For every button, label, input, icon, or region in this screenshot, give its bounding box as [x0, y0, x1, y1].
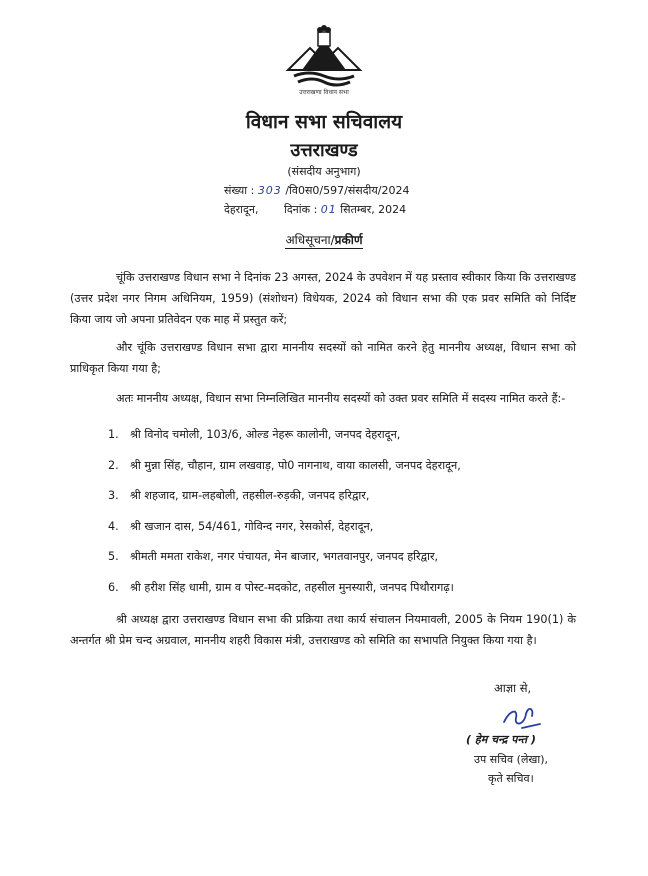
reference-number-line [224, 183, 409, 198]
member-list [108, 428, 461, 611]
list-item: 6. श्री हरीश सिंह धामी, ग्राम व पोस्ट-मदकोट, तहसील मुनस्यारी, जनपद पिथौरागढ़। [108, 580, 454, 594]
paragraph-4: श्री अध्यक्ष द्वारा उत्तराखण्ड विधान सभा की प्रक्रिया तथा कार्य संचालन नियमावली, 2005 के नियम 190(1) के अन्तर्गत श्री प्रेम चन्द अग्रवाल, माननीय शहरी विकास मंत्री, उत्तराखण्ड को समिति का सभापति नियुक्त किया गया है। [70, 613, 576, 648]
list-item: 1. श्री विनोद चमोली, 103/6, ओल्ड नेहरू कालोनी, जनपद देहरादून, [108, 428, 401, 441]
list-item: 4. श्री खजान दास, 54/461, गोविन्द नगर, रेसकोर्स, देहरादून, [108, 519, 374, 533]
paragraph-2: और चूंकि उत्तराखण्ड विधान सभा द्वारा माननीय सदस्यों को नामित करने हेतु माननीय अध्यक्ष, विधान सभा को प्राधिकृत किया गया है; [70, 341, 576, 376]
order-text: आज्ञा से, [494, 681, 532, 695]
signature-icon [496, 700, 546, 732]
list-item: 2. श्री मुन्ना सिंह, चौहान, ग्राम लखवाड़, पो0 नागनाथ, वाया कालसी, जनपद देहरादून, [108, 458, 461, 472]
handwritten-date: 01 [320, 203, 337, 216]
subject-heading [0, 231, 648, 248]
handwritten-number: 303 [257, 184, 282, 197]
date-label: दिनांक : [283, 203, 318, 216]
list-item: 5. श्रीमती ममता राकेश, नगर पंचायत, मेन बाजार, भगतवानपुर, जनपद हरिद्वार, [108, 550, 439, 563]
signatory-name: ( हेम चन्द्र पन्त ) [466, 733, 536, 746]
list-item: 3. श्री शहजाद, ग्राम-लहबोली, तहसील-रुड़की, जनपद हरिद्वार, [108, 489, 370, 502]
subject-part-2: प्रकीर्ण [334, 233, 363, 247]
reference-date-line [224, 202, 406, 217]
date-rest: सितम्बर, 2024 [340, 203, 407, 216]
emblem-caption: उत्तराखण्ड विधान सभा [299, 89, 349, 96]
paragraph-1: चूंकि उत्तराखण्ड विधान सभा ने दिनांक 23 अगस्त, 2024 के उपवेशन में यह प्रस्ताव स्वीकार किया कि उत्तराखण्ड (उत्तर प्रदेश नगर निगम अधिनियम, 1959) (संशोधन) विधेयक, 2024 को विधान सभा की एक प्रवर समिति को निर्दिष्ट किया जाय जो अपना प्रतिवेदन एक माह में प्रस्तुत करें; [70, 271, 576, 327]
section-title: (संसदीय अनुभाग) [287, 165, 361, 178]
number-label: संख्या : [224, 184, 255, 197]
paragraph-3: अतः माननीय अध्यक्ष, विधान सभा निम्नलिखित माननीय सदस्यों को उक्त प्रवर समिति में सदस्य नामित करते हैं:- [116, 392, 566, 406]
signatory-designation: उप सचिव (लेखा), [474, 753, 549, 766]
signatory-for: कृते सचिव। [488, 772, 534, 785]
place-label: देहरादून, [224, 203, 259, 216]
number-rest: /वि0स0/597/संसदीय/2024 [285, 184, 410, 197]
office-title: विधान सभा सचिवालय [245, 111, 403, 133]
state-title: उत्तराखण्ड [290, 140, 358, 161]
subject-part-1: अधिसूचना/ [285, 233, 335, 247]
